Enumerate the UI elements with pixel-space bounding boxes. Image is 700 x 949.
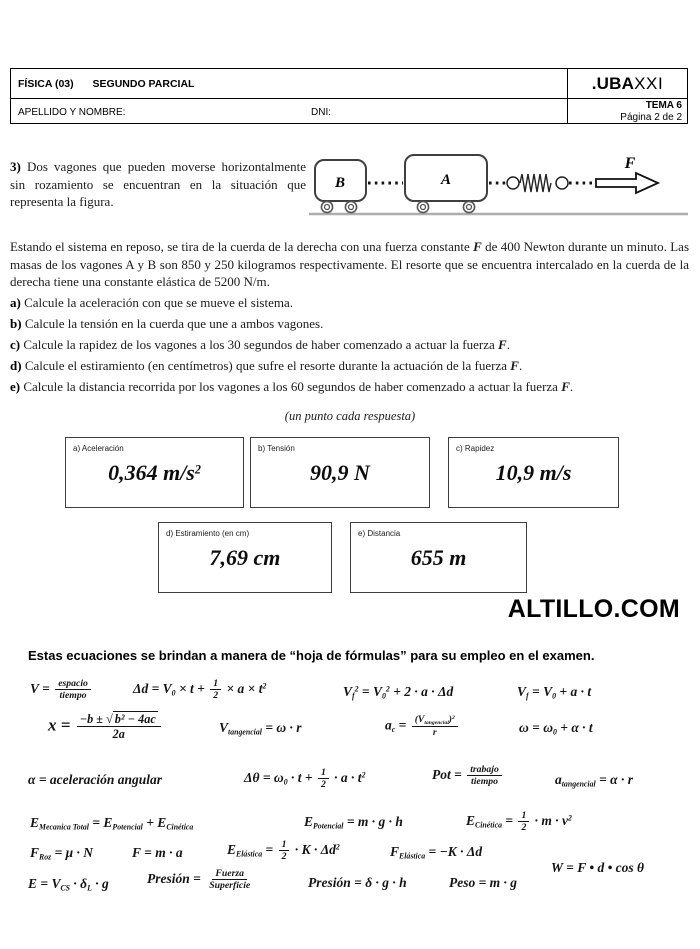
formula-velocity-squared: $V_f^2 = V_0^2 + 2 \cdot a \cdot \Delta d$ bbox=[343, 684, 454, 701]
question-d-letter: d) bbox=[10, 358, 22, 373]
formula-elastic-force: $F_{Elástica} = -K \cdot \Delta d$ bbox=[390, 844, 483, 861]
formula-elastic-energy: $E_{Elástica}$ = $\frac{1}{2}$ · $K \cdot \Delta d^2$ bbox=[227, 839, 340, 863]
answer-box-tension bbox=[250, 437, 430, 508]
formula-kinetic-energy: $E_{Cinética}$ = $\frac{1}{2}$ · $m \cdot v^2$ bbox=[466, 810, 572, 834]
problem-intro bbox=[10, 158, 306, 211]
answer-label-c: c) Rapidez bbox=[456, 444, 495, 453]
formula-angular-velocity: $\omega = \omega_0 + \alpha \cdot t$ bbox=[519, 720, 593, 737]
course-title bbox=[18, 78, 194, 90]
formula-hydrostatic-pressure: Presión = δ · g · h bbox=[308, 875, 407, 890]
formula-buoyant-force: $E = V_{CS} \cdot \delta_L \cdot g$ bbox=[28, 876, 109, 893]
answer-value-a: 0,364 $m/s^2$ bbox=[108, 460, 201, 485]
formula-work: W = F • d • cos θ bbox=[551, 860, 645, 875]
formula-potential-energy: $E_{Potencial} = m \cdot g \cdot h$ bbox=[304, 814, 403, 831]
altillo-watermark: ALTILLO.COM bbox=[507, 595, 680, 623]
formula-newton-second-law: F = m · a bbox=[132, 845, 183, 860]
formula-final-velocity: $V_f = V_0 + a \cdot t$ bbox=[517, 684, 592, 701]
formula-angular-displacement: $\Delta\theta = \omega_0 \cdot t$ + $\frac{1}{2}$ · $a \cdot t^2$ bbox=[244, 767, 366, 791]
page-number: Página 2 de 2 bbox=[620, 112, 682, 123]
question-d: d) Calcule el estiramiento (en centímetros) que sufre el resorte durante la actuación de la fuerza F. bbox=[10, 358, 523, 373]
question-a bbox=[10, 295, 690, 316]
answer-label-b: b) Tensión bbox=[258, 444, 295, 453]
wagon-b-label: B bbox=[334, 175, 346, 191]
question-c: c) Calcule la rapidez de los vagones a los 30 segundos de haber comenzado a actuar la fuerza F. bbox=[10, 337, 510, 352]
question-c-f: F bbox=[498, 337, 507, 352]
answer-label-d: d) Estiramiento (en cm) bbox=[166, 529, 250, 538]
question-a-letter: a) bbox=[10, 295, 21, 310]
tema-page-cell bbox=[568, 100, 682, 123]
formula-power: Pot = $\frac{\text{trabajo}}{\text{tiempo}}$ bbox=[432, 764, 504, 787]
answer-value-d: 7,69 cm bbox=[209, 545, 281, 570]
spring-icon bbox=[507, 174, 568, 192]
question-b-letter: b) bbox=[10, 316, 22, 331]
force-symbol: F bbox=[473, 239, 482, 254]
answer-value-b: 90,9 N bbox=[310, 460, 370, 485]
problem-number: 3) bbox=[10, 159, 21, 174]
force-arrow-icon bbox=[596, 173, 658, 193]
answer-label-e: e) Distancia bbox=[358, 529, 401, 538]
header-row-title bbox=[11, 69, 687, 99]
formula-centripetal-accel: $a_c$ = $\frac{(V_{tangencial})^2}{r}$ bbox=[385, 714, 460, 739]
formula-quadratic: x = $\frac{\text{−b ± √ b² − 4ac}}{2a}$ bbox=[48, 712, 163, 741]
formula-pressure-definition: Presión = $\frac{\text{Fuerza}}{\text{Superficie}}$ bbox=[147, 868, 251, 892]
answer-value-c: 10,9 m/s bbox=[495, 460, 572, 485]
answer-box-distance bbox=[350, 522, 527, 593]
question-b bbox=[10, 316, 690, 337]
formula-sheet-header: Estas ecuaciones se brindan a manera de “hoja de fórmulas” para su empleo en el examen. bbox=[28, 648, 595, 663]
dni-label: DNI: bbox=[311, 107, 331, 118]
logo-uba: .UBA bbox=[591, 74, 635, 93]
force-label: F bbox=[624, 155, 636, 172]
header-row-student bbox=[11, 99, 687, 123]
question-d-f: F bbox=[510, 358, 519, 373]
header-divider bbox=[567, 69, 568, 123]
formula-tangential-accel: $a_{tangencial} = \alpha \cdot r$ bbox=[555, 772, 633, 789]
answer-box-stretch bbox=[158, 522, 332, 593]
points-note: (un punto cada respuesta) bbox=[284, 409, 416, 423]
body-pre: Estando el sistema en reposo, se tira de la cuerda de la derecha con una fuerza constante bbox=[10, 239, 474, 254]
question-e-text: Calcule la distancia recorrida por los vagones a los 60 segundos de haber comenzado a actuar la fuerza bbox=[23, 379, 562, 394]
exam-header bbox=[10, 68, 688, 124]
question-a-text: Calcule la aceleración con que se mueve el sistema. bbox=[24, 295, 293, 310]
course-code: FÍSICA (03) bbox=[18, 78, 74, 90]
wagon-a-label: A bbox=[440, 172, 452, 188]
answer-value-e: 655 m bbox=[410, 545, 467, 570]
name-label: APELLIDO Y NOMBRE: bbox=[18, 107, 126, 118]
answer-label-a: a) Aceleración bbox=[73, 444, 124, 453]
answer-box-acceleration bbox=[65, 437, 244, 508]
formula-weight: Peso = m · g bbox=[449, 875, 518, 890]
question-c-letter: c) bbox=[10, 337, 21, 352]
problem-body bbox=[10, 238, 689, 291]
tema-label: TEMA 6 bbox=[645, 100, 682, 111]
formula-angular-accel-def: α = aceleración angular bbox=[28, 772, 163, 787]
question-b-text: Calcule la tensión en la cuerda que une a ambos vagones. bbox=[24, 316, 324, 331]
formula-mechanical-energy: $E_{Mecanica Total} = E_{Potencial} + E_{Cinética}$ bbox=[30, 815, 194, 832]
question-c-text: Calcule la rapidez de los vagones a los 30 segundos de haber comenzado a actuar la fuerza bbox=[23, 337, 499, 352]
question-e-letter: e) bbox=[10, 379, 21, 394]
wagon-b-wheels bbox=[321, 201, 356, 212]
uba-xxi-logo bbox=[568, 69, 687, 99]
wagons-figure bbox=[306, 150, 690, 222]
question-e-f: F bbox=[561, 379, 570, 394]
answer-box-speed bbox=[448, 437, 619, 508]
formula-displacement: $\Delta d = V_0 \times t$ + $\frac{1}{2}$ × $a \times t^2$ bbox=[133, 678, 267, 702]
question-list bbox=[10, 295, 690, 400]
formula-tangential-velocity: $V_{tangencial} = \omega \cdot r$ bbox=[219, 720, 302, 737]
exam-name: SEGUNDO PARCIAL bbox=[92, 78, 195, 90]
question-d-text: Calcule el estiramiento (en centímetros) que sufre el resorte durante la actuación de la fuerza bbox=[24, 358, 511, 373]
body-post: de 400 Newton durante un minuto. Las masas de los vagones A y B son 850 y 250 kilogramos respectivamente. El resorte que se encuentra intercalado en la cuerda de la derecha tiene una constante elástica de 5200 N/m. bbox=[10, 239, 689, 289]
question-e: e) Calcule la distancia recorrida por los vagones a los 60 segundos de haber comenzado a actuar la fuerza F. bbox=[10, 379, 574, 394]
problem-intro-text: Dos vagones que pueden moverse horizontalmente sin rozamiento se encuentran en la situación que representa la figura. bbox=[10, 159, 307, 209]
logo-xxi: XXI bbox=[634, 74, 664, 93]
formula-velocity-definition: V = $\frac{\text{espacio}}{\text{tiempo}}$ bbox=[30, 678, 93, 701]
formula-friction-force: $F_{Roz} = \mu \cdot N$ bbox=[30, 845, 94, 862]
wagon-a-wheels bbox=[417, 201, 474, 212]
